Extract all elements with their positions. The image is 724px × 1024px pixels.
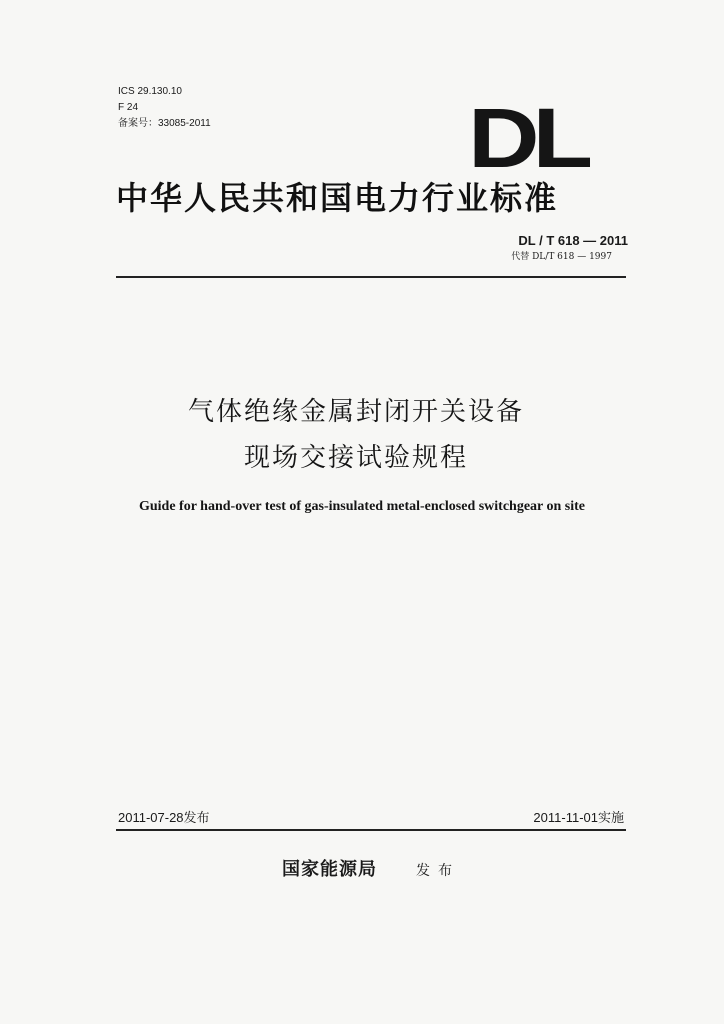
publisher-name: 国家能源局 xyxy=(282,859,377,880)
implementation-date: 2011-11-01实施 xyxy=(533,810,624,825)
issue-date: 2011-07-28发布 xyxy=(118,810,210,825)
organization-title: 中华人民共和国电力行业标准 xyxy=(116,179,559,217)
category-code: F 24 xyxy=(118,102,139,113)
bottom-divider xyxy=(116,829,626,831)
top-divider xyxy=(116,276,626,278)
document-title-line2: 现场交接试验规程 xyxy=(243,443,468,473)
publish-label: 发布 xyxy=(416,863,460,879)
ics-code: ICS 29.130.10 xyxy=(118,86,182,97)
record-number: 备案号：33085-2011 xyxy=(118,118,211,129)
document-title-line1: 气体绝缘金属封闭开关设备 xyxy=(187,397,524,427)
replaced-standard: 代替 DL/T 618 — 1997 xyxy=(511,252,612,262)
dl-logo: DL xyxy=(468,91,586,185)
classification-block xyxy=(118,84,211,132)
standard-code: DL / T 618 — 2011 xyxy=(518,233,628,248)
document-title-english: Guide for hand-over test of gas-insulated metal-enclosed switchgear on site xyxy=(138,499,586,514)
